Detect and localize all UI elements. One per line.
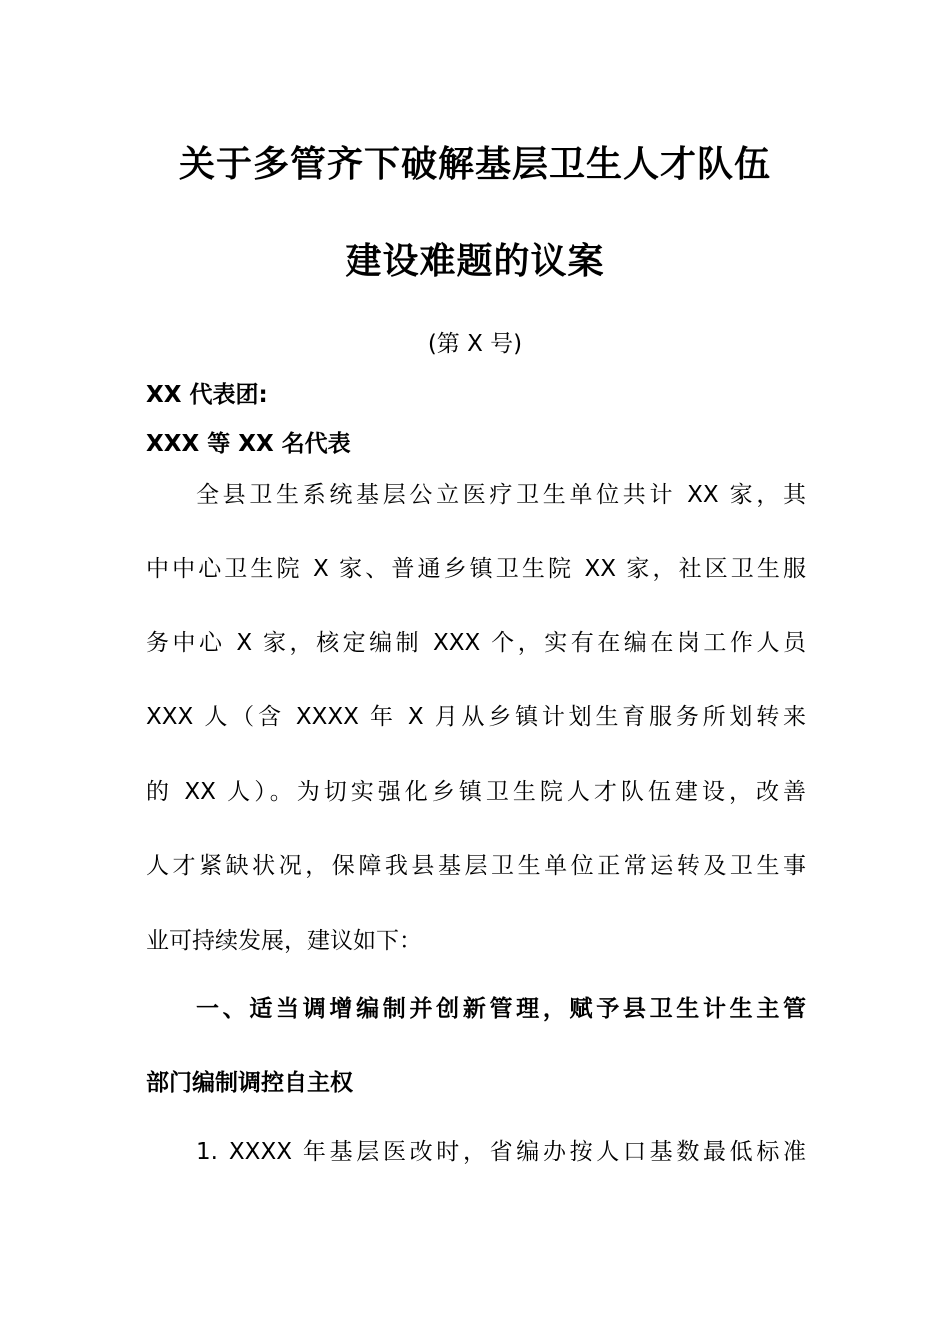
document-title-line-2: 建设难题的议案 (345, 241, 605, 282)
body-line: 全县卫生系统基层公立医疗卫生单位共计 XX 家，其 (196, 482, 806, 508)
body-line: 人才紧缺状况，保障我县基层卫生单位正常运转及卫生事 (146, 853, 806, 879)
body-line: 的 XX 人）。为切实强化乡镇卫生院人才队伍建设，改善 (146, 779, 806, 805)
item-line: 1. XXXX 年基层医改时，省编办按人口基数最低标准 (196, 1139, 806, 1165)
section-heading-line-2: 部门编制调控自主权 (146, 1070, 353, 1096)
body-line: XXX 人（含 XXXX 年 X 月从乡镇计划生育服务所划转来 (146, 704, 806, 730)
body-line: 务中心 X 家，核定编制 XXX 个，实有在编在岗工作人员 (146, 630, 806, 656)
proposers-label: XXX 等 XX 名代表 (146, 431, 351, 457)
body-line: 中中心卫生院 X 家、普通乡镇卫生院 XX 家，社区卫生服 (146, 556, 806, 582)
section-heading-line-1: 一、适当调增编制并创新管理，赋予县卫生计生主管 (196, 996, 806, 1022)
delegation-label: XX 代表团: (146, 382, 268, 408)
document-title-line-1: 关于多管齐下破解基层卫生人才队伍 (178, 144, 771, 185)
body-line: 业可持续发展，建议如下： (146, 928, 422, 954)
document-number: (第 X 号) (427, 331, 523, 357)
